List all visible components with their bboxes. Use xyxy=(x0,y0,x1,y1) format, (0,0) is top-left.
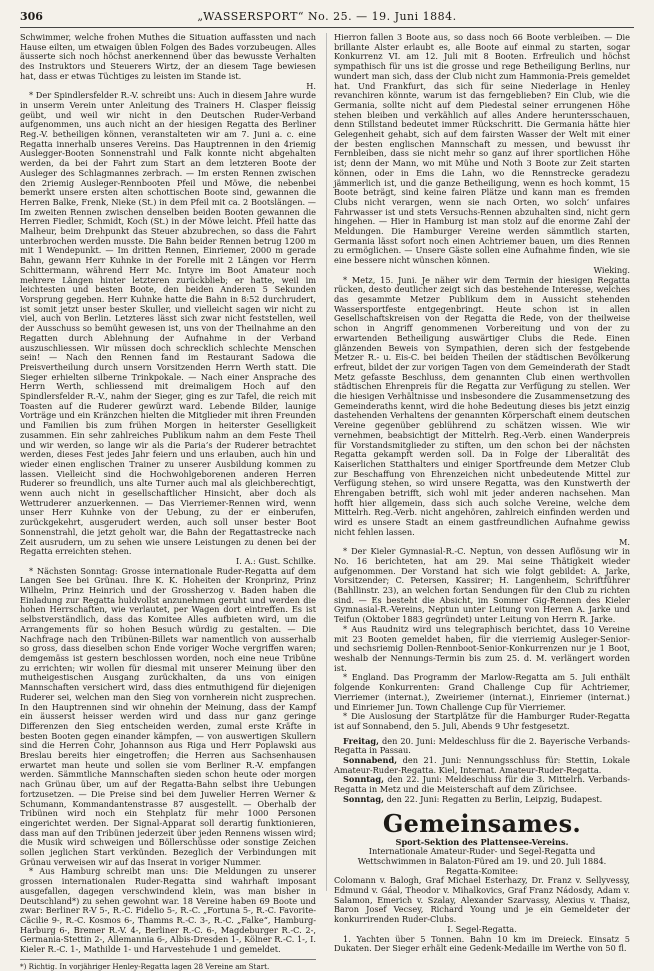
signature-h: H. xyxy=(306,80,316,91)
regatta-intro: Internationale Amateur-Ruder- und Segel-Regatta und Wettschwimmen in Balaton-Füred am 19. und 20. Juli 1884. xyxy=(357,846,607,866)
article-raudnitz: * Aus Raudnitz wird uns telegraphisch berichtet, dass 10 Vereine mit 23 Booten gemeldet haben, für die vierriemig Ausleger-Senior- und sechsriemig Dollen-Rennboot-Senior-Konkurrenzen nur je 1 Boot, weshalb der Nennungs-Termin bis zum 25. d. M. verlängert worden ist. xyxy=(334,623,630,673)
calendar-entry: Freitag, den 20. Juni: Meldeschluss für die 2. Bayerische Verbands-Regatta in Passau. xyxy=(334,735,630,756)
signature-m: M. xyxy=(619,536,630,547)
article-spindlersfelde: * Der Spindlersfelder R.-V. schreibt uns: Auch in diesem Jahre wurde in unserm Verein unter Anleitung des Trainers H. Clasper fleissig geübt, und weil wir nicht in den Deutschen Ruder-Verband aufgenommen, uns auch nicht an der hiesigen Regatta des Berliner Reg.-V. betheiligen können, veranstalteten wir am 7. Juni a. c. eine Regatta innerhalb unseres Vereins. Das Hauptrennen in den 4riemig Auslegger-Booten Sonnenstrahl und Falk konnte nicht abgehalten werden, da bei der Fahrt zum Start an dem letzteren Boote der Ausleger des Schlagmannes zerbrach. — Im ersten Rennen zwischen den 2riemig Ausleger-Rennbooten Pfeil und Möwe, die nebenbei bemerkt unsere ersten alten schottischen Boote sind, gewannen die Herren Balke, Frenk, Nieke (St.) in dem Pfeil mit ca. 2 Bootslängen. — Im zweiten Rennen zwischen denselben beiden Booten gewannen die Herren Fiedler, Schmidt, Koch (St.) in der Möwe leicht. Pfeil hatte das Malheur, beim Drehpunkt das Steuer abzubrechen, so dass die Fahrt unterbrochen werden musste. Die Bahn beider Rennen betrug 1200 m mit 1 Wendepunkt. — Im dritten Rennen, Einriemer, 2000 m gerade Bahn, gewann Herr Kuhnke in der Forelle mit 2 Längen vor Herrn Schittermann, während Herr Mc. Intyre im Boot Amateur noch mehrere Längen hinter letzteren zurückblieb; er hatte, weil im leichtesten und besten Boote, den beiden Anderen 5 Sekunden Vorsprung gegeben. Herr Kuhnke hatte die Bahn in 8:52 durchrudert, ist somit jetzt unser bester Skuller, und vielleicht sagen wir nicht zu viel, auch von Berlin. Letzteres lässt sich zwar nicht feststellen, weil der Ausschuss so bemüht gewesen ist, uns von der Theilnahme an den Regatten durch Ablehnung der Aufnahme in der Verband auszuschliessen. Wir müssen doch schrecklich schlechte Menschen sein! — Nach den Rennen fand im Restaurant Sadowa die Preisvertheilung durch unsern Vorsitzenden Herrn Werth statt. Die Sieger erhielten silberne Trinkpokale. — Nach einer Ansprache des Herrn Werth, schliessend mit dreimaligem Hoch auf den Spindlersfelder R.-V., nahm der Sieger, ging es zur Tafel, die reich mit Toasten auf die Ruderer gewürzt ward. Lebende Bilder, launige Vorträge und ein Kränzchen hielten die Mitglieder mit ihren Freunden und Familien bis zum frühen Morgen in heiterster Geselligkeit zusammen. Ein sehr zahlreiches Publikum nahm an dem Feste Theil und wir werden, so lange wir als die Paria’s der Ruderer betrachtet werden, dieses Fest jedes Jahr feiern und uns erlauben, auch hin und wieder einen englischen Trainer zu unserer Ausbildung kommen zu lassen. Vielleicht sind die Hochwohlgeborenen anderen Herren Ruderer so freundlich, uns alte Turner auch mal als gleichberechtigt, wenn auch nicht in gesellschaftlicher Hinsicht, aber doch als Wettruderer anzuerkennen. — Das Vierriemer-Rennen wird, wenn unser Herr Kuhnke von der Uebung, zu der er einberufen, zurückgekehrt, ausgerudert werden, auch soll unser bester Boot Sonnenstrahl, die jetzt geholt war, die Bahn der Regattastrecke nach Zeit ausrudern, um zu sehen wie unsere Leistungen zu denen bei der Regatta erreichten stehen. xyxy=(20,90,316,557)
segel-heading: I. Segel-Regatta. xyxy=(447,923,517,934)
footnote: *) Richtig. In vorjähriger Henley-Regatta lagen 28 Vereine am Start. xyxy=(20,959,316,971)
header-rule xyxy=(20,27,634,28)
page-number: 306 xyxy=(20,10,43,23)
article-hamburg-cont: Hierron fallen 3 Boote aus, so dass noch 66 Boote verbleiben. — Die brillante Alster erlaubt es, alle Boote auf einmal zu starten, sogar Konkurrenz VI. am 12. Juli mit 8 Booten. Erfreulich und höchst sympathisch für uns ist die grosse und rege Betheiligung Berlins, nur wundert man sich, dass der Club nicht zum Hammonia-Preis gemeldet hat. Und Frankfurt, das sich für seine Niederlage in Henley revanchiren könnte, warum ist das ferngeblieben? Ein Club, wie die Germania, sollte nicht auf dem Piedestal seiner errungenen Höhe stehen bleiben und verkählich auf alles Andere heruntersschauen, denn Stillstand bedeutet immer Rückschritt. Die Germania hätte hier Gelegenheit gehabt, sich auf dem fairsten Wasser der Welt mit einer der besten englischen Mannschaft zu messen, und bewusst ihr Fernbleiben, dass sie nicht mehr so ganz auf ihrer sportlichen Höhe ist; denn der Mann, wo mit Mühe und Noth 3 Boote zur Zeit starten können, oder in Ems die Lahn, wo die Rennstrecke geradezu jämmerlich ist, und die ganze Betheiligung, wenn es hoch kommt, 15 Boote beträgt, sind keine fairen Plätze und kann man es fremden Clubs nicht verargen, wenn sie nach Orten, wo solch’ unfaires Fahrwasser ist und stets Versuchs-Rennen abzuhalten sind, nicht gern hingehen. — Hier in Hamburg ist man stolz auf die enorme Zahl der Meldungen. Die Hamburger Vereine werden sämmtlich starten, Germania lässt sofort noch einen Achtriemer bauen, um dies Rennen zu ermöglichen. — Unsere Gäste sollen eine Aufnahme finden, wie sie eine bessere nicht wünschen können. xyxy=(334,32,630,266)
left-column xyxy=(20,32,316,971)
calendar-entry: Sonntag, den 22. Juni: Meldeschluss für die 3. Mittelrh. Verbands-Regatta in Metz und die Meisterschaft auf dem Zürichsee. xyxy=(334,774,630,795)
komitee-members: Colomann v. Balogh, Graf Michael Esterhazy, Dr. Franz v. Sellyvessy, Edmund v. Gáal, Theodor v. Mihalkovics, Graf Franz Nádosdy, Adam v. Salamon, Emerich v. Szalay, Alexander Szarvassy, Alexius v. Thaisz, Baron Josef Vecsey, Richard Young und je ein Gemeldeter der konkurrirenden Ruder-Clubs. xyxy=(334,875,630,925)
article-hamburg: * Aus Hamburg schreibt man uns: Die Meldungen zu unserer grossen internationalen Ruder-Regatta sind wahrhaft imposant ausgefallen, dagegen verschwindend klein, was man bisher in Deutschland*) zu sehen gewohnt war. 18 Vereine haben 69 Boote und zwar: Berliner R-V 5-, R.-C. Fidelio 5-, R.-C. „Fortuna 5-, R.-C. Favorite-Cäcilie 9-, R.-C. Kosmos 6-, Thamms R.-C. 3-, R.-C. „Falke“, Hamburg-Harburg 6-, Bremer R.-V. 4-, Berliner R.-C. 6-, Magdeburger R.-C. 2-, Germania-Stettin 2-, Allemannia 6-, Albis-Dresden 1-, Kölner R.-C. 1-, I. Kieler R.-C. 1-, Mathilde 1- und Harvestehude 1 und gemeldet. xyxy=(20,866,316,955)
article-england: * England. Das Programm der Marlow-Regatta am 5. Juli enthält folgende Konkurrenten: Grand Challenge Cup für Achtriemer, Vierriemer (internat.), Zweiriemer (internat.), Einriemer (internat.) und Einriemer Jun. Town Challenge Cup für Vierriemer. xyxy=(334,672,630,712)
article-auslosung: * Die Auslosung der Startplätze für die Hamburger Ruder-Regatta ist auf Sonnabend, den 5. Juli, Abends 9 Uhr festgesetzt. xyxy=(334,711,630,731)
article-gruenau-regatta: * Nächsten Sonntag: Grosse internationale Ruder-Regatta auf dem Langen See bei Grünau. Ihre K. K. Hoheiten der Kronprinz, Prinz Wilhelm, Prinz Heinrich und der Grossherzog v. Baden haben die Einladung zur Regatta huldvollst anzunehmen geruht und werden die hohen Herrschaften, wie verlautet, per Wagen dort eintreffen. Es ist selbstverständlich, dass das Komitee Alles aufbieten wird, um die Arrangements für so hohen Besuch würdig zu gestalten. — Die Nachfrage nach den Tribünen-Billets war namentlich von ausserhalb so gross, dass dieselben schon Ende voriger Woche vergriffen waren; demgemäss ist gestern beschlossen worden, noch eine neue Tribüne zu errichten; wir wollen für diesmal mit unserer Meinung über den mutheigestischen Ausgang zurückhalten, da uns von einigen Mannschaften versichert wird, dass dies entmuthigend für diejenigen Ruderer sei, welchen man den Sieg von vornherein nicht zusprechen. In den Hauptrennen sind wir ohnehin der Meinung, dass der Kampf ein äusserst heisser werden wird und dass nur ganz geringe Differenzen den Sieg entscheiden werden, zumal erste Kräfte in besten Booten gegen einander kämpfen, — von auswertigen Skullern sind die Herren Cohr, Johannson aus Riga und Herr Poplawski aus Breslau bereits hier eingetroffen; die Herren aus Sachsenhausen erwartet man heute und sollen sie vom Berliner R.-V. empfangen werden. Sämmtliche Mannschaften sieden schon heute oder morgen nach Grünau über, um auf der Regatta-Bahn selbst ihre Uebungen fortzusetzen. — Die Preise sind bei dem Juwelier Herren Werner & Schumann, Kommandantenstrasse 87 ausgestellt. — Oberhalb der Tribünen wird noch ein Stehplatz für mehr 1000 Personen eingerichtet werden. Der Signal-Apparat soll derartig funktionieren, dass man auf den Tribünen jederzeit über jeden Rennens wissen wird; die Musik wird schweigen und Böllerschüsse oder sonstige Zeichen sollen jeglichen Start verkünden. Bezeglich der Verbindungen mit Grünau verweisen wir auf das Inserat in voriger Nummer. xyxy=(20,565,316,867)
komitee-heading: Regatta-Komitee: xyxy=(445,865,519,876)
article-metz: * Metz, 15. Juni. Je näher wir dem Termin der hiesigen Regatta rücken, desto deutlicher zeigt sich das bestehende Interesse, welches das gesammte Metzer Publikum dem in Aussicht stehenden Wassersportfeste entgegenbringt. Heute schon ist in allen Gesellschaftskreisen von der Regatta die Rede, von der theilweise schon in Angriff genommenen Vorbereitung und von der zu erwartenden Betheiligung auswärtiger Clubs die Rede. Einen glänzenden Beweis von Sympathien, deren sich der festgebende Metzer R.- u. Eis-C. bei beiden Theilen der städtischen Bevölkerung erfreut, bildet der zur vorigen Tagen von dem Gemeinderath der Stadt Metz gefasste Beschluss, dem genannten Club einen werthvollen städtischen Ehrenpreis für die Regatta zur Verfügung zu stellen. Wer die hiesigen Verhältnisse und insbesondere die Zusammensetzung des Gemeinderaths kennt, wird die hohe Bedeutung dieses bis jetzt einzig dastehenden Verhaltens der genannten Körperschaft einem deutschen Vereine gegenüber geblührend zu schätzen wissen. Wie wir vernehmen, beabsichtigt der Mittelrh. Reg.-Verb. einen Wanderpreis für Vorstandsmitglieder zu stiften, um den schon bei der nächsten Regatta gekampft werden soll. Da in Folge der Liberalität des Kaiserlichen Statthalters und einiger Sportfreunde dem Metzer Club zur Beschaffung von Ehrenzeichen nicht unbedeutende Mittel zur Verfügung stehen, so wird unsere Regatta, was den Kunstwerth der Ehrengaben betrifft, sich wohl mit jeder anderen nachsehen. Man hofft hier allgemein, dass sich auch solche Vereine, welche dem Mittelrh. Reg.-Verb. nicht angehören, zahlreich einfinden werden und wird es unsere Stadt an einem gastfreundlichen Aufnahme gewiss nicht fehlen lassen. xyxy=(334,274,630,537)
calendar xyxy=(334,737,630,805)
segel-item-1: 1. Yachten über 5 Tonnen. Bahn 10 km im Dreieck. Einsatz 5 Dukaten. Der Sieger erhält eine Gedenk-Medaille im Werthe von 50 fl. xyxy=(334,933,630,954)
signature-schilke: I. A.: Gust. Schilke. xyxy=(236,555,316,566)
signature-wieking: Wieking. xyxy=(593,264,630,275)
article-kiel-neptun: * Der Kieler Gymnasial-R.-C. Neptun, von dessen Auflösung wir in No. 16 berichteten, hat am 29. Mai seine Thätigkeit wieder aufgenommen. Der Vorstand hat sich wie folgt gebildet: A. Jarke, Vorsitzender; C. Petersen, Kassirer; H. Langenheim, Schriftführer (Bahllinstr. 23), an welchen fortan Sendungen für den Club zu richten sind. — Es besteht die Absicht, im Sommer Gig-Rennen des Kieler Gymnasial-R.-Vereins, Neptun unter Leitung von Herren A. Jarke und Teifun (Oktober 1883 gegründet) unter Leitung von Herrn R. Jarke. xyxy=(334,546,630,625)
column-divider xyxy=(326,33,327,891)
section-subtitle: Sport-Sektion des Plattensee-Vereins. xyxy=(395,836,569,847)
page-header xyxy=(20,10,634,26)
calendar-entry: Sonntag, den 22. Juni: Regatten zu Berlin, Leipzig, Budapest. xyxy=(343,793,603,804)
running-title: „WASSERSPORT“ No. 25. — 19. Juni 1884. xyxy=(197,10,457,23)
article-schwimmer: Schwimmer, welche frohen Muthes die Situation auffassten und nach Hause eilten, um etwaigen üblen Folgen des Bades vorzubeugen. Alles äusserte sich noch höchst anerkennend über das bewusste Verhalten des Instruktors und Steuerers Wirtz, der an diesem Tage bewiesen hat, dass er etwas Tüchtiges zu leisten im Stande ist. xyxy=(20,32,316,81)
calendar-entry: Sonnabend, den 21. Juni: Nennungsschluss für: Stettin, Lokale Amateur-Ruder-Regatta. Kiel, Internat. Amateur-Ruder-Regatta. xyxy=(334,755,630,775)
section-title: Gemeinsames. xyxy=(382,808,582,838)
right-column xyxy=(334,32,630,954)
